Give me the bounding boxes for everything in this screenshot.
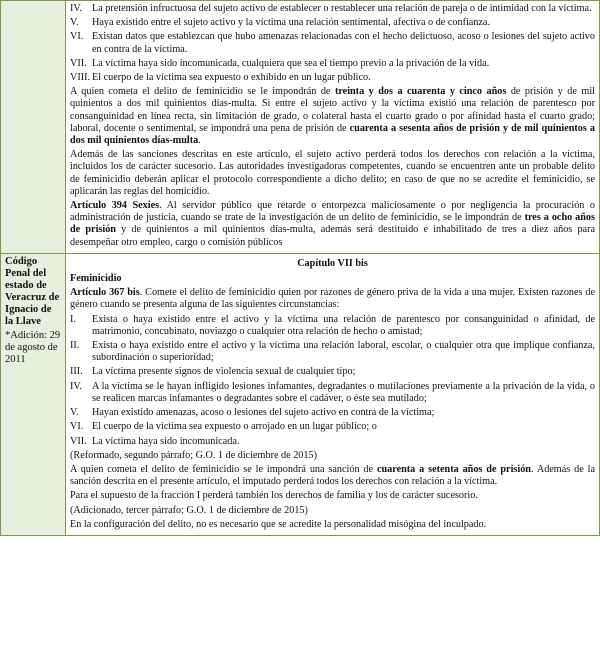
chapter-title: Capítulo VII bis — [297, 257, 368, 269]
content-cell-top — [66, 1, 600, 254]
code-cell-empty — [1, 1, 66, 254]
content-cell-bottom — [66, 253, 600, 535]
code-cell — [1, 253, 66, 535]
list-item: V. Haya existido entre el sujeto activo y la víctima una relación sentimental, afectiva o de confianza. — [70, 17, 490, 29]
list-item: II. Exista o haya existido entre el activo y la víctima una relación laboral, escolar, o cualquier otra que implique confianza, subordinación o superioridad; — [70, 340, 595, 364]
sanctions-paragraph: Además de las sanciones descritas en este artículo, el sujeto activo perderá todos los derechos con relación a la víctima, incluidos los de carácter sucesorio. Las autoridades investigadoras competentes, cuando se encuentren ante un probable delito de feminicidio deberán aplicar el protocolo correspondiente a dicho delito; en caso de que no se acredite el feminicidio, se aplicarán las reglas del homicidio. — [70, 149, 595, 197]
bottom-item-list — [70, 314, 595, 448]
code-note: *Adición: 29 de agosto de 2011 — [5, 329, 61, 365]
table-row-top — [1, 1, 600, 254]
list-item: III. La víctima presente signos de violencia sexual de cualquier tipo; — [70, 366, 356, 378]
code-title: Código Penal del estado de Veracruz de Ignacio de la Llave — [5, 255, 60, 327]
list-item: I. Exista o haya existido entre el activo y la víctima una relación de parentesco por consanguinidad o afinidad, de matrimonio, concubinato, noviazgo o cualquier otra relación de hecho o amistad; — [70, 313, 595, 337]
list-item: V. Hayan existido amenazas, acoso o lesiones del sujeto activo en contra de la víctima; — [70, 407, 435, 419]
addition-note: (Adicionado, tercer párrafo; G.O. 1 de diciembre de 2015) — [70, 504, 308, 516]
misogyny-paragraph: En la configuración del delito, no es necesario que se acredite la personalidad misógina del inculpado. — [70, 518, 487, 530]
reform-note: (Reformado, segundo párrafo; G.O. 1 de diciembre de 2015) — [70, 449, 317, 461]
section-heading: Feminicidio — [70, 273, 122, 285]
list-item: VII. La víctima haya sido incomunicada. — [70, 435, 240, 447]
list-item: VI. Existan datos que establezcan que hubo amenazas relacionadas con el hecho delictuoso, acoso o lesiones del sujeto activo en contra de la víctima. — [70, 31, 595, 55]
list-item: IV. La pretensión infructuosa del sujeto activo de establecer o restablecer una relación de pareja o de intimidad con la víctima. — [70, 3, 592, 14]
list-item: IV. A la víctima se le hayan infligido lesiones infamantes, degradantes o mutilaciones previamente a la privación de la vida, o se realicen marcas infamantes o degradantes sobre el cadáver, o éste sea mutilado; — [70, 380, 595, 404]
list-item: VI. El cuerpo de la víctima sea expuesto o arrojado en un lugar público; o — [70, 421, 377, 433]
top-item-list — [70, 3, 595, 84]
article-394-sexies-paragraph: Artículo 394 Sexies. Al servidor público que retarde o entorpezca maliciosamente o por negligencia la procuración o administración de justicia, cuando se trate de la investigación de un delito de feminicidio, se le impondrán de tres a ocho años de prisión y de quinientos a mil quinientos días-multa, además será destituido e inhabilitado de tres a diez años para desempeñar otro empleo, cargo o comisión públicos — [70, 200, 595, 248]
sanction-paragraph: A quien cometa el delito de feminicidio se le impondrá una sanción de cuarenta a setenta años de prisión. Además de la sanción descrita en el presente artículo, el imputado perderá todos los derechos con relación a la víctima. — [70, 463, 595, 488]
family-rights-paragraph: Para el supuesto de la fracción I perderá también los derechos de familia y los de carácter sucesorio. — [70, 490, 478, 502]
article-367-bis-paragraph: Artículo 367 bis. Comete el delito de feminicidio quien por razones de género priva de la vida a una mujer. Existen razones de género cuando se presenta alguna de las siguientes circunstancias: — [70, 287, 595, 311]
penalty-paragraph: A quien cometa el delito de feminicidio se le impondrán de treinta y dos a cuarenta y cinco años de prisión y de mil quinientos a dos mil quinientos días-multa. Si entre el sujeto activo y la víctima existió una relación de parentesco por consanguinidad en línea recta, sin limitación de grado, o colateral hasta el cuarto grado o por afinidad hasta el cuarto grado; laboral, docente o sentimental, se impondrá una pena de prisión de cuarenta a sesenta años de prisión y de mil quinientos a dos mil quinientos días-multa. — [70, 86, 595, 147]
list-item: VII. La víctima haya sido incomunicada, cualquiera que sea el tiempo previo a la privación de la vida. — [70, 57, 490, 69]
list-item: VIII. El cuerpo de la víctima sea expuesto o exhibido en un lugar público. — [70, 72, 371, 84]
table-row-veracruz — [1, 253, 600, 535]
